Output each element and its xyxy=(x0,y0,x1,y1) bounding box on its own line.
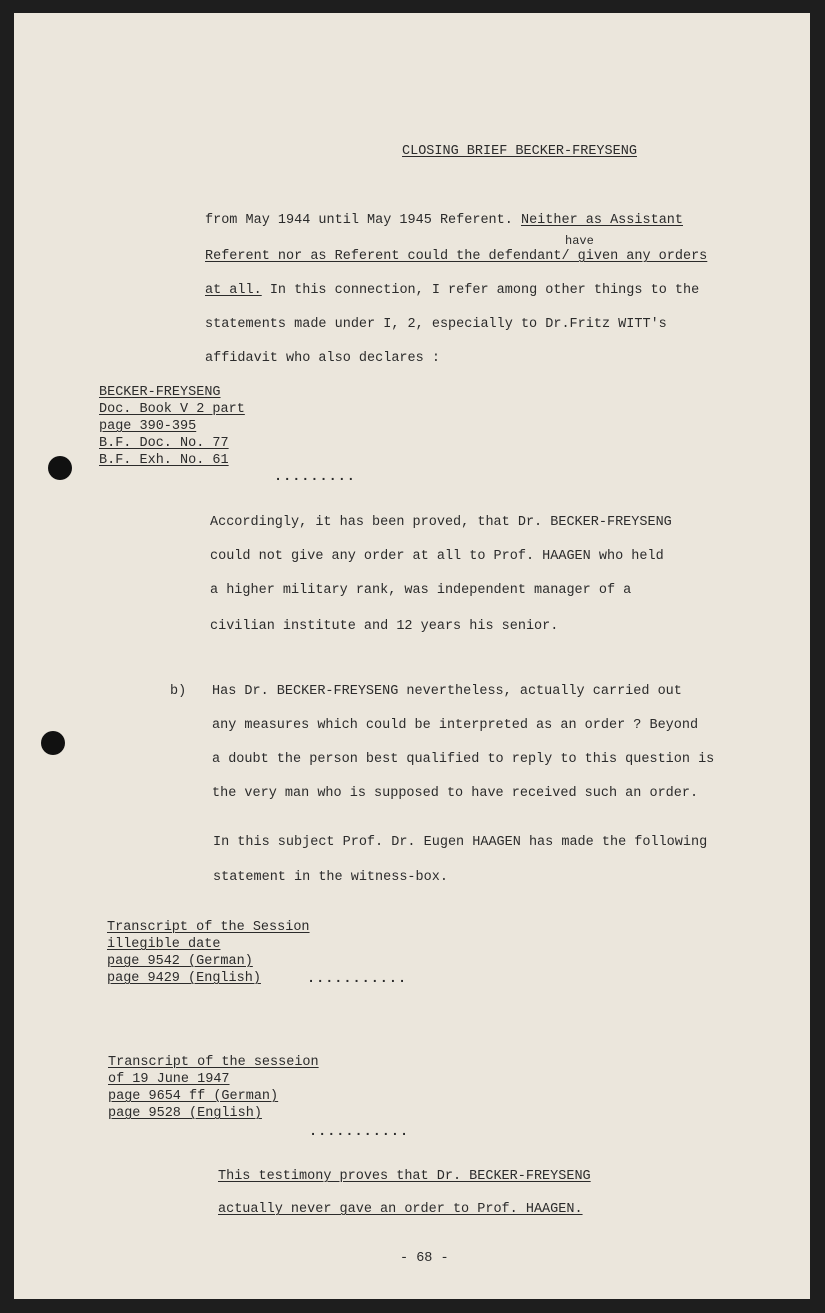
para1-line1 xyxy=(205,213,683,229)
ellipsis-dots-1: ......... xyxy=(274,470,356,485)
para1-line5: affidavit who also declares : xyxy=(205,351,440,366)
para3-line: a doubt the person best qualified to reply to this question is xyxy=(212,752,715,767)
ref1-line: B.F. Doc. No. 77 xyxy=(99,436,229,451)
document-page xyxy=(14,13,810,1299)
ref2-line: illegible date xyxy=(107,937,221,952)
para2-line: Accordingly, it has been proved, that Dr. BECKER-FREYSENG xyxy=(210,515,672,530)
para2-line: civilian institute and 12 years his senior. xyxy=(210,619,559,634)
ref2-line: Transcript of the Session xyxy=(107,920,310,935)
ref2-line: page 9429 (English) xyxy=(107,971,261,986)
para3-line: Has Dr. BECKER-FREYSENG nevertheless, actually carried out xyxy=(212,684,682,699)
ref1-line: page 390-395 xyxy=(99,419,197,434)
para4-line: In this subject Prof. Dr. Eugen HAAGEN has made the following xyxy=(213,835,708,850)
document-title: CLOSING BRIEF BECKER-FREYSENG xyxy=(402,144,637,159)
conclusion-line: This testimony proves that Dr. BECKER-FREYSENG xyxy=(218,1169,591,1184)
ref2-line: page 9542 (German) xyxy=(107,954,253,969)
ref3-line: of 19 June 1947 xyxy=(108,1072,230,1087)
ellipsis-dots-2: ........... xyxy=(307,972,408,987)
para1-line3 xyxy=(205,283,699,299)
para1-line2: Referent nor as Referent could the defendant/ given any orders xyxy=(205,249,708,264)
ref3-line: Transcript of the sesseion xyxy=(108,1055,319,1070)
punch-hole-bottom xyxy=(41,731,65,755)
conclusion-line: actually never gave an order to Prof. HAAGEN. xyxy=(218,1202,583,1217)
ref3-line: page 9654 ff (German) xyxy=(108,1089,279,1104)
handwritten-insert-have: have xyxy=(565,234,594,248)
para1-line3-b: In this connection, I refer among other things to the xyxy=(269,283,700,298)
page-number: - 68 - xyxy=(400,1251,449,1266)
ref1-line: BECKER-FREYSENG xyxy=(99,385,221,400)
para1-line1-b: Neither as Assistant xyxy=(520,213,683,228)
para4-line: statement in the witness-box. xyxy=(213,870,448,885)
para3-line: the very man who is supposed to have received such an order. xyxy=(212,786,699,801)
ref1-line: B.F. Exh. No. 61 xyxy=(99,453,229,468)
ref3-line: page 9528 (English) xyxy=(108,1106,262,1121)
para2-line: a higher military rank, was independent manager of a xyxy=(210,583,632,598)
para1-line4: statements made under I, 2, especially to Dr.Fritz WITT's xyxy=(205,317,667,332)
para2-line: could not give any order at all to Prof. HAAGEN who held xyxy=(210,549,664,564)
ref1-line: Doc. Book V 2 part xyxy=(99,402,245,417)
para3-label: b) xyxy=(170,684,187,699)
ellipsis-dots-3: ........... xyxy=(309,1125,410,1140)
para1-line3-a: at all. xyxy=(205,283,262,298)
para1-line1-a: from May 1944 until May 1945 Referent. xyxy=(205,213,513,228)
para3-line: any measures which could be interpreted as an order ? Beyond xyxy=(212,718,699,733)
punch-hole-top xyxy=(48,456,72,480)
